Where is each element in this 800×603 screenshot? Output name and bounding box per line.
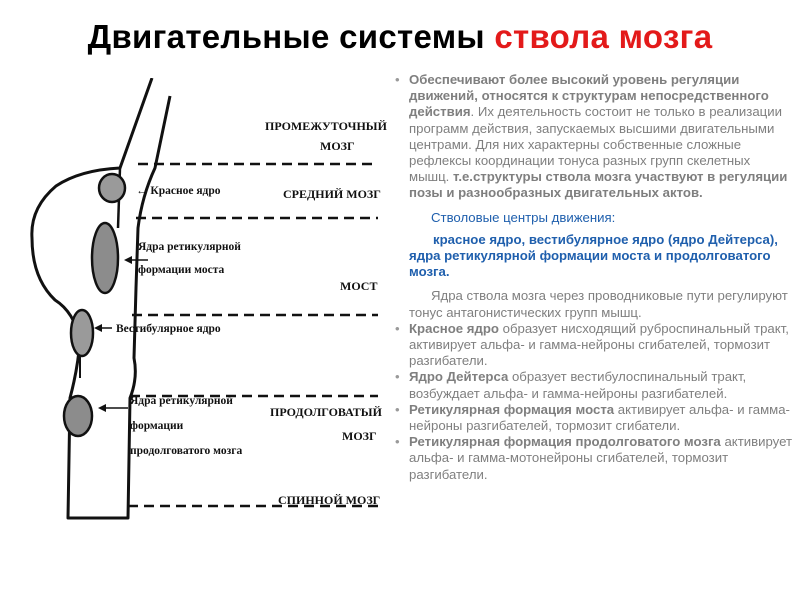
text-column xyxy=(393,72,793,483)
paragraph-function xyxy=(393,72,793,202)
label-interbrain-1: ПРОМЕЖУТОЧНЫЙ xyxy=(265,119,387,133)
vestibular-nucleus-shape xyxy=(71,310,93,356)
label-pons: МОСТ xyxy=(340,279,378,293)
label-pontine-ret-1: Ядра ретикулярной xyxy=(138,241,241,253)
label-medulla-1: ПРОДОЛГОВАТЫЙ xyxy=(270,405,382,419)
label-medulla-ret-2: формации xyxy=(130,420,184,432)
p1-bold: Обеспечивают более высокий уровень регуляции движений, относятся к структурам непосредственного действия xyxy=(409,72,769,120)
label-medulla-ret-3: продолговатого мозга xyxy=(130,445,243,457)
brainstem-diagram xyxy=(20,78,390,598)
medulla-reticular-shape xyxy=(64,396,92,436)
p1-normal: . Их деятельность состоит не только в реализации программ действия, запускаемых высшими двигательными центрами. Для них характерны собственные сложные рефлексы координации тонуса разных групп скелетных мышц. xyxy=(409,104,782,185)
paragraph-tone: Ядра ствола мозга через проводниковые пути регулируют тонус антагонистических групп мышц. xyxy=(409,288,788,320)
centers-list: красное ядро, вестибулярное ядро (ядро Дейтерса), ядра ретикулярной формации моста и продолговатого мозга. xyxy=(409,231,778,280)
label-pontine-ret-2: формации моста xyxy=(138,264,225,276)
label-interbrain-2: МОЗГ xyxy=(320,139,355,153)
bullet-deiters: • Ядро Дейтерса образует вестибулоспинальный тракт, возбуждает альфа- и гамма-нейроны разгибателей. xyxy=(393,369,793,401)
red-nucleus-shape xyxy=(99,174,125,202)
p1-bold2: т.е.структуры ствола мозга участвуют в регуляции позы и разнообразных двигательных актов. xyxy=(409,169,788,201)
centers-title: Стволовые центры движения: xyxy=(431,209,616,225)
bullet-medulla-reticular: • Ретикулярная формация продолговатого мозга активирует альфа- и гамма-мотонейроны сгибателей, тормозит разгибатели. xyxy=(393,434,793,483)
label-spinal: СПИННОЙ МОЗГ xyxy=(278,493,381,507)
label-red-nucleus: ← Красное ядро xyxy=(136,185,221,197)
title-main: Двигательные системы xyxy=(87,18,485,55)
pontine-reticular-shape xyxy=(92,223,118,293)
bullet-red-nucleus: • Красное ядро образует нисходящий руброспинальный тракт, активирует альфа- и гамма-нейроны сгибателей, тормозит разгибатели. xyxy=(393,321,793,370)
slide-title xyxy=(0,18,800,56)
title-accent: ствола мозга xyxy=(494,18,713,55)
bullet-pons-reticular: • Ретикулярная формация моста активирует альфа- и гамма-нейроны разгибателей, тормозит сгибатели. xyxy=(393,402,793,434)
label-midbrain: СРЕДНИЙ МОЗГ xyxy=(283,187,381,201)
label-vestibular: Вестибулярное ядро xyxy=(116,323,221,335)
label-medulla-ret-1: Ядра ретикулярной xyxy=(130,395,233,407)
label-medulla-2: МОЗГ xyxy=(342,429,377,443)
